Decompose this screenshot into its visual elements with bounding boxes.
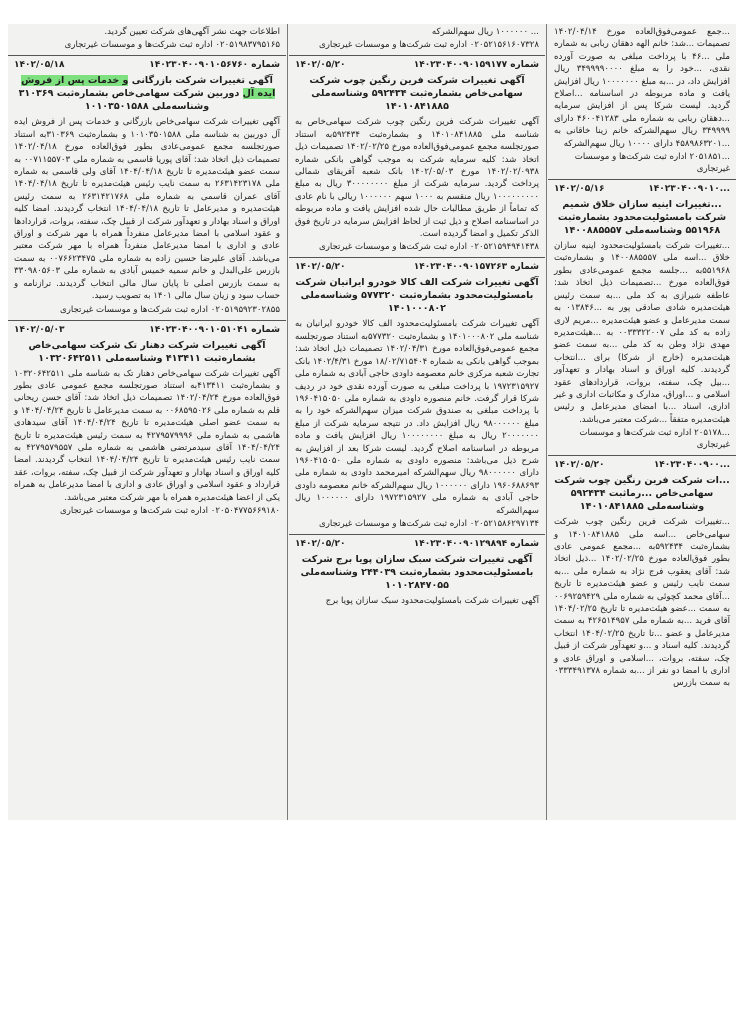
notice-date: ۱۴۰۲/۰۵/۱۸ bbox=[14, 60, 65, 71]
notice-meta bbox=[554, 460, 730, 471]
notice-top-fragment bbox=[8, 24, 286, 56]
notice-title: آگهی تغییرات شرکت دهنار تک شرکت سهامی‌خاص بشماره‌ثبت ۴۱۳۴۱۱ وشناسه‌ملی ۱۰۳۲۰۶۴۲۵۱۱ bbox=[28, 339, 266, 364]
right-column bbox=[548, 24, 736, 820]
notice-date: ۱۴۰۲/۰۵/۲۰ bbox=[295, 262, 346, 273]
notice-footer: ۰۲۰۵۱۹۸۳۷۹۵۱۶۵ اداره ثبت شرکت‌ها و موسسات غیرتجاری bbox=[64, 40, 280, 51]
middle-column bbox=[289, 24, 545, 820]
notice-farin-rangin bbox=[289, 56, 545, 258]
notice-body: ...تغییرات شرکت فرین رنگین چوب شرکت سهامی‌خاص ...اسه ملی ۱۴۰۱۰۸۴۱۸۸۵ و بشماره‌ثبت ۵۹۲۴۳۴به ...مجمع عمومی عادی بطور فوق‌العاده مورخ ۱۴۰۲/۰۲/۲۵ ...ذیل اتخاذ شد: آقای یعقوب فرج نژاد به شماره ملی ...به سمت نایب رئیس و عضو هیئت‌مدیره تا تاریخ ...آقای محمد کچوئی به شماره ملی ۰۰۶۹۲۵۹۴۲۹ به سمت ...عضو هیئت‌مدیره تا تاریخ ۱۴۰۴/۰۲/۲۵ آقای فرید ...به شماره ملی ۴۲۶۵۱۴۹۵۷ به سمت مدیرعامل و عضو ...تا تاریخ ۱۴۰۴/۰۲/۲۵ انتخاب گردیدند. کلیه اسناد و ...و تعهدآور شرکت از قبیل چک، سفته، بروات، ...اسلامی و اوراق عادی و اداری با امضا دو نفر از ...به شماره ۰۳۳۳۴۹۱۳۷۸ به سمت بازرس bbox=[554, 517, 731, 689]
notice-footer: ۰۲۰۵۲۱۵۶۱۶۰۷۳۲۸ اداره ثبت شرکت‌ها و موسسات غیرتجاری bbox=[319, 40, 539, 51]
column-divider bbox=[287, 24, 288, 820]
notice-footer: ۰۲۰۵۱۹۵۹۲۳۰۲۸۵۵ اداره ثبت شرکت‌ها و موسسات غیرتجاری bbox=[60, 304, 280, 315]
notice-date: ۱۴۰۲/۰۵/۲۰ bbox=[295, 60, 346, 71]
notice-number: ...۱۴۰۲۳۰۴۰۰۹۰۱۰ bbox=[648, 184, 730, 195]
notice-body: آگهی تغییرات شرکت سهامی‌خاص دهنار تک به شناسه ملی ۱۰۳۲۰۶۴۲۵۱۱ و بشماره‌ثبت ۴۱۳۴۱۱به استناد صورتجلسه مجمع عمومی عادی بطور فوق‌العاده مورخ ۱۴۰۲/۰۴/۲۴ تصمیمات ذیل اتخاذ شد: آقای حسن ریحانی قلم به شماره ملی ۰۰۶۸۵۹۵۰۲۶ به سمت مدیرعامل تا تاریخ ۱۴۰۴/۰۴/۲۴ و به سمت عضو اصلی هیئت‌مدیره تا تاریخ ۱۴۰۴/۰۴/۲۴ آقای سیدهادی هاشمی به شماره ملی ۴۲۷۹۵۷۹۹۹۶ به سمت رئیس هیئت‌مدیره تا تاریخ ۱۴۰۴/۰۴/۲۴ آقای سیدمرتضی هاشمی به شماره ملی ۴۲۷۹۵۷۹۵۵۷ به سمت نایب رئیس هیئت‌مدیره تا تاریخ ۱۴۰۴/۰۴/۲۴ انتخاب گردیدند. امضا کلیه اوراق و اسناد بهادار و تعهدآور شرکت از قبیل چک، سفته، بروات، عقد قرارداد و عقود اسلامی و اوراق عادی و اداری با امضا مدیرعامل به همراه یکی از اعضا هیئت‌مدیره همراه با مهر شرکت معتبر می‌باشد. bbox=[14, 368, 280, 503]
notice-number: شماره ۱۴۰۲۳۰۴۰۰۹۰۱۰۵۱۰۴۱ bbox=[149, 324, 280, 335]
notice-top-fragment bbox=[548, 24, 736, 180]
notice-title: آگهی تغییرات شرکت سبک سازان پویا برج شرکت بامسئولیت‌محدود بشماره‌ثبت ۲۴۴۰۳۹ وشناسه‌ملی ۱۰۱۰۲۸۴۷۰۵۵ bbox=[300, 553, 534, 591]
notice-body: ...جمع عمومی‌فوق‌العاده مورخ ۱۴۰۲/۰۴/۱۴ تصمیمات ...شد: خانم الهه دهقان ربابی به شماره ملی ...۴۶ با پرداخت مبلغی به صورت آورده نقدی، ...خود را به مبلغ ۳۴۹۹۹۹۰۰۰۰ ریال افزایش داد، در ...به مبلغ ۱۰۰۰۰۰۰۰ ریال افزایش یافت و ماده مربوطه در اساسنامه ...اصلاح گردید. لیست شرکا پس از افزایش سرمایه ...دهقان ربابی به شماره ملی ۴۶۰۰۴۱۲۸۳ دارای ۳۴۹۹۹۹ ریال سهم‌الشرکه خانم زینا خاقانی به ...۴۵۸۹۸۶۳۲۰۱ دارای ۱۰۰۰۰ ریال سهم‌الشرکه bbox=[553, 27, 730, 149]
notice-number: شماره ۱۴۰۲۳۰۴۰۰۹۰۱۲۹۸۹۴ bbox=[413, 538, 539, 549]
notice-number: شماره ۱۴۰۲۳۰۴۰۰۹۰۱۵۹۱۷۷ bbox=[413, 60, 539, 71]
notice-footer: ...۲۰۵۱۸۵۱ اداره ثبت شرکت‌ها و موسسات غیرتجاری bbox=[574, 152, 730, 175]
notice-date: ۱۴۰۲/۰۵/۱۶ bbox=[554, 184, 605, 195]
notice-meta bbox=[295, 60, 539, 71]
notice-dehnar-tak bbox=[8, 321, 286, 521]
notice-footer: ۰۲۰۵۲۱۵۹۴۹۴۱۴۳۸ اداره ثبت شرکت‌ها و موسسات غیرتجاری bbox=[319, 242, 539, 253]
notice-date: ۱۴۰۲/۰۵/۲۰ bbox=[554, 460, 605, 471]
title-part: دوربین شرکت سهامی‌خاص بشماره‌ثبت ۳۱۰۳۶۹ وشناسه‌ملی ۱۰۱۰۳۵۰۱۵۸۸ bbox=[18, 88, 243, 113]
notice-date: ۱۴۰۲/۰۵/۰۳ bbox=[14, 324, 65, 335]
notice-sabk-sazan bbox=[289, 535, 545, 611]
notice-body: ... ۱۰۰۰۰۰۰ ریال سهم‌الشرکه bbox=[431, 27, 539, 37]
notice-footer: ۰۲۰۵۲۱۵۸۶۲۹۷۱۳۴ اداره ثبت شرکت‌ها و موسسات غیرتجاری bbox=[319, 518, 539, 529]
notice-number: ...۱۴۰۲۳۰۴۰۰۹۰۰ bbox=[653, 460, 730, 471]
notice-title bbox=[14, 74, 280, 113]
left-column bbox=[8, 24, 286, 820]
notice-body: اطلاعات جهت نشر آگهی‌های شرکت تعیین گردید. bbox=[104, 27, 280, 37]
notice-title: ...ات شرکت فرین رنگین چوب شرکت سهامی‌خاص ...رماثبت ۵۹۲۴۳۴ وشناسه‌ملی ۱۴۰۱۰۸۴۱۸۸۵ bbox=[554, 475, 730, 513]
notice-ideal-camera bbox=[8, 56, 286, 320]
notice-alef-kala bbox=[289, 258, 545, 535]
title-part: آگهی تغییرات شرکت بازرگانی bbox=[128, 75, 273, 87]
notice-body: آگهی تغییرات شرکت سهامی‌خاص بازرگانی و خدمات پس از فروش ایده آل دوربین به شناسه ملی ۱۰۱۰۳۵۰۱۵۸۸ و بشماره‌ثبت ۳۱۰۳۶۹به استناد صورتجلسه مجمع عمومی‌عادی بطور فوق‌العاده مورخ ۱۴۰۲/۰۴/۱۸ تصمیمات ذیل اتخاذ شد: آقای پوریا قاسمی به شماره ملی ۰۰۷۱۱۵۵۷۰۳ به سمت عضو هیئت‌مدیره تا تاریخ ۱۴۰۴/۰۴/۱۸ آقای ولی قاسمی به شماره ملی ۲۶۳۱۴۲۳۱۷۸ به سمت نایب رئیس هیئت‌مدیره تا تاریخ ۱۴۰۴/۰۴/۱۸ آقای عمران قاسمی به شماره ملی ۲۶۳۱۴۲۱۷۶۸ به سمت رئیس هیئت‌مدیره و مدیرعامل تا تاریخ ۱۴۰۴/۰۴/۱۸ انتخاب گردیدند. امضا کلیه اوراق و اسناد بهادار و تعهدآور شرکت از قبیل چک، سفته، بروات، قراردادها و عقود اسلامی با امضا مدیرعامل منفرداً همراه با مهر شرکت و اوراق عادی و اداری با امضا مدیرعامل منفرداً همراه با مهر شرکت معتبر می‌باشد. آقای علیرضا حسین زاده به شماره ملی ۰۰۷۶۶۲۳۴۷۵ به سمت بازرس علی‌البدل و خانم سمیه خمیس آبادی به شماره ملی ۳۳۰۹۸۰۵۶۰۳ به سمت بازرس اصلی تا پایان سال مالی انتخاب گردیدند. ترازنامه و حساب سود و زیان سال مالی ۱۴۰۱ به تصویب رسید. bbox=[14, 117, 281, 302]
highlighted-company-name: و خدمات پس از فروش ایده آل bbox=[21, 75, 276, 100]
notice-body: آگهی تغییرات شرکت بامسئولیت‌محدود الف کالا خودرو ایرانیان به شناسه ملی ۱۴۰۱۰۰۰۸۰۲ و بشماره‌ثبت ۵۷۷۳۲۰به استناد صورتجلسه مجمع عمومی‌فوق‌العاده مورخ ۱۴۰۲/۰۴/۳۱ تصمیمات ذیل اتخاذ شد: بموجب گواهی بانکی به شماره ۱۸/۰۲/۷۱۵۴۰۴ مورخ ۱۴۰۲/۴/۳۱ بانک تجارت شعبه مرکزی خانم معصومه داودی حاجی آبادی به شماره ملی ۱۹۷۲۳۱۵۹۲۷ با پرداخت مبلغی به صورت آورده نقدی خود در ردیف شرکا قرار گرفت. خانم منصوره داودی به شماره ملی ۱۹۶۰۴۱۵۰۵۰ با پرداخت مبلغی به صندوق شرکت میزان سهم‌الشرکه خود را به مبلغ ۹۸۰۰۰۰۰۰ ریال افزایش داد. در نتیجه سرمایه شرکت از مبلغ ۲۰۰۰۰۰۰۰ ریال به مبلغ ۱۰۰۰۰۰۰۰۰ ریال افزایش یافت و ماده مربوطه در اساسنامه اصلاح گردید. لیست شرکا بعد از افزایش به شرح ذیل می‌باشد: منصوره داودی به شماره ملی ۱۹۶۰۴۱۵۰۵۰ دارای ۹۸۰۰۰۰۰۰ ریال سهم‌الشرکه امیرمحمد داودی به شماره ملی ۱۹۶۰۶۸۸۶۹۳ دارای ۱۰۰۰۰۰۰ ریال سهم‌الشرکه خانم معصومه داودی حاجی آبادی به شماره ملی ۱۹۷۲۳۱۵۹۲۷ دارای ۱۰۰۰۰۰۰ ریال سهم‌الشرکه bbox=[295, 319, 540, 516]
notice-body: آگهی تغییرات شرکت فرین رنگین چوب شرکت سهامی‌خاص به شناسه ملی ۱۴۰۱۰۸۴۱۸۸۵ و بشماره‌ثبت ۵۹۲۴۳۴به استناد صورتجلسه مجمع عمومی‌فوق‌العاده مورخ ۱۴۰۲/۰۲/۲۵ تصمیمات ذیل اتخاذ شد: کلیه سرمایه شرکت به موجب گواهی بانکی شماره ۱۴۰۲/۰۲/۰۹۳۸ مورخ ۱۴۰۲/۰۵/۰۳ بانک شعبه آفریقای شمالی پرداخت گردید. سرمایه شرکت از مبلغ ۳۰۰۰۰۰۰۰۰ ریال به مبلغ ۱۰۰۰۰۰۰۰۰۰ ریال منقسم به ۱۰۰۰ سهم ۱۰۰۰۰۰۰ ریالی با نام عادی که تماماً از طریق مطالبات حال شده افزایش یافت و ماده مربوطه در اساسنامه اصلاح و ذیل ثبت از لحاظ افزایش سرمایه در تاریخ فوق الذکر تکمیل و امضا گردیده است. bbox=[295, 117, 540, 240]
notice-footer: ...۲۰۵۱۷۸ اداره ثبت شرکت‌ها و موسسات غیرتجاری bbox=[579, 428, 730, 451]
notice-footer: ۰۲۰۵۰۴۷۷۵۶۶۹۱۸۰ اداره ثبت شرکت‌ها و موسسات غیرتجاری bbox=[60, 505, 280, 516]
notice-number: شماره ۱۴۰۲۳۰۴۰۰۹۰۱۵۷۲۶۳ bbox=[413, 262, 539, 273]
notice-date: ۱۴۰۲/۰۵/۲۰ bbox=[295, 538, 346, 549]
notice-meta bbox=[554, 184, 730, 195]
notice-body: ...تغییرات شرکت بامسئولیت‌محدود اینیه سازان خلاق ...اسه ملی ۱۴۰۰۸۸۵۵۵۷ و بشماره‌ثبت ۵۵۱۹۶۸به ...جلسه مجمع عمومی‌عادی بطور فوق‌العاده مورخ ...تصمیمات ذیل اتخاذ شد: عاطفه شیرازی به کد ملی ...به سمت رئیس هیئت‌مدیره شادی صادقی پور به ...۰۱۳۸۴۶ به سمت مدیرعامل و عضو هیئت‌مدیره ...مریم لاری زاده به کد ملی ۰۰۳۳۳۲۲۰۰۷ به ...هیئت‌مدیره مهدی نژاد وطن به کد ملی ...به سمت عضو هیئت‌مدیره (خارج از شرکا) برای ...انتخاب گردیدند. کلیه اوراق و اسناد بهادار و تعهدآور ...بیل چک، سفته، بروات، قراردادهای عقود اسلامی و ...اوراق، مدارک و مکاتبات اداری و غیر اداری، اسناد ...با امضای مدیرعامل و رئیس هیئت‌مدیره متفقاً ...شرکت معتبر می‌باشد. bbox=[554, 241, 730, 425]
notice-meta bbox=[14, 325, 280, 336]
notice-farin-rangin-2 bbox=[548, 456, 736, 694]
notice-top-fragment bbox=[289, 24, 545, 56]
newspaper-clipping bbox=[8, 24, 736, 820]
notice-number: شماره ۱۴۰۲۳۰۴۰۰۹۰۱۰۵۶۷۶۰ bbox=[149, 60, 280, 71]
notice-title: ...تغییرات اینیه سازان خلاق شمیم شرکت بامسئولیت‌محدود بشماره‌ثبت ۵۵۱۹۶۸ وشناسه‌ملی ۱۴۰۰۸۸۵۵۵۷ bbox=[557, 199, 727, 237]
notice-title: آگهی تغییرات شرکت فرین رنگین چوب شرکت سهامی‌خاص بشماره‌ثبت ۵۹۲۴۳۴ وشناسه‌ملی ۱۴۰۱۰۸۴۱۸۸۵ bbox=[309, 75, 525, 113]
notice-meta bbox=[295, 539, 539, 550]
notice-meta bbox=[14, 60, 280, 71]
notice-title: آگهی تغییرات شرکت الف کالا خودرو ایرانیان شرکت بامسئولیت‌محدود بشماره‌ثبت ۵۷۷۳۲۰ وشناسه‌ملی ۱۴۰۱۰۰۰۸۰۲ bbox=[295, 277, 539, 315]
notice-meta bbox=[295, 262, 539, 273]
notice-abnieh-sazan bbox=[548, 180, 736, 456]
column-divider bbox=[546, 24, 547, 820]
notice-body: آگهی تغییرات شرکت بامسئولیت‌محدود سبک سازان پویا برج bbox=[325, 595, 539, 606]
